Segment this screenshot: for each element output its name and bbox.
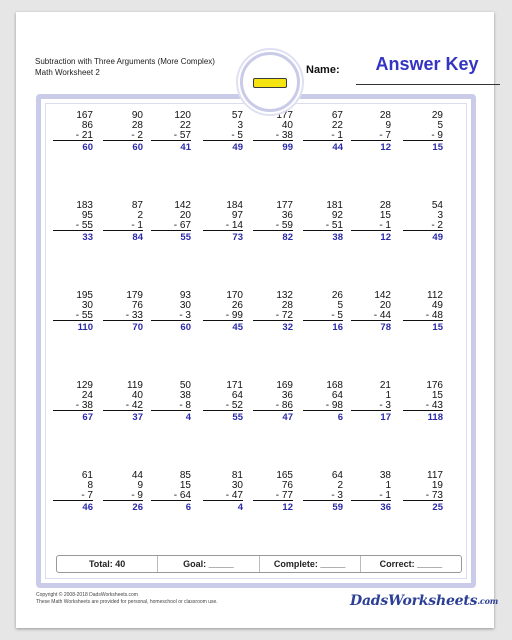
subtrahend-2: - 7 — [53, 491, 93, 501]
subtrahend-1: 30 — [81, 300, 93, 311]
subtrahend-2: - 44 — [351, 311, 391, 321]
subtrahend-1: 19 — [431, 480, 443, 491]
problem — [103, 381, 143, 423]
answer: 4 — [237, 502, 243, 513]
name-line — [356, 84, 500, 85]
subtrahend-2: - 5 — [203, 131, 243, 141]
problem — [53, 201, 93, 243]
subtrahend-2: - 48 — [403, 311, 443, 321]
problem — [303, 111, 343, 153]
subtrahend-2: - 55 — [53, 221, 93, 231]
answer: 44 — [332, 142, 343, 153]
subtrahend-2: - 67 — [151, 221, 191, 231]
answer: 33 — [82, 232, 93, 243]
minuend: 38 — [379, 470, 391, 481]
problem — [253, 291, 293, 333]
answer: 60 — [132, 142, 143, 153]
subtrahend-2: - 59 — [253, 221, 293, 231]
answer: 32 — [282, 322, 293, 333]
answer: 55 — [232, 412, 243, 423]
subtrahend-1: 8 — [87, 480, 93, 491]
problem — [253, 111, 293, 153]
subtrahend-1: 20 — [179, 210, 191, 221]
logo-text: DadsWorksheets — [350, 593, 478, 609]
problem — [303, 291, 343, 333]
subtrahend-1: 15 — [379, 210, 391, 221]
subtrahend-1: 3 — [237, 120, 243, 131]
minuend: 44 — [131, 470, 143, 481]
problem — [403, 381, 443, 423]
problem — [151, 471, 191, 513]
minuend: 184 — [226, 200, 243, 211]
subtrahend-2: - 3 — [303, 491, 343, 501]
answer-key-label: Answer Key — [375, 54, 479, 74]
problem — [253, 471, 293, 513]
minuend: 28 — [379, 200, 391, 211]
subtrahend-1: 38 — [179, 390, 191, 401]
minuend: 57 — [231, 110, 243, 121]
subtrahend-2: - 86 — [253, 401, 293, 411]
subtrahend-2: - 21 — [53, 131, 93, 141]
minuend: 26 — [331, 290, 343, 301]
answer: 45 — [232, 322, 243, 333]
minuend: 93 — [179, 290, 191, 301]
minuend: 179 — [126, 290, 143, 301]
problem — [53, 381, 93, 423]
worksheet-title-block — [35, 56, 215, 78]
dadsworksheets-logo — [350, 593, 498, 609]
subtrahend-1: 5 — [337, 300, 343, 311]
subtrahend-2: - 77 — [253, 491, 293, 501]
problem — [351, 201, 391, 243]
minuend: 54 — [431, 200, 443, 211]
pencil-badge — [240, 52, 300, 112]
subtrahend-1: 64 — [331, 390, 343, 401]
minuend: 132 — [276, 290, 293, 301]
answer: 73 — [232, 232, 243, 243]
answer: 59 — [332, 502, 343, 513]
problems-frame — [36, 94, 476, 588]
subtrahend-2: - 33 — [103, 311, 143, 321]
minuend: 168 — [326, 380, 343, 391]
worksheet-title: Subtraction with Three Arguments (More Complex) — [35, 57, 215, 66]
subtrahend-1: 36 — [281, 390, 293, 401]
answer: 41 — [180, 142, 191, 153]
minuend: 177 — [276, 110, 293, 121]
answer: 99 — [282, 142, 293, 153]
subtrahend-1: 2 — [337, 480, 343, 491]
subtrahend-1: 76 — [281, 480, 293, 491]
subtrahend-1: 3 — [437, 210, 443, 221]
minuend: 181 — [326, 200, 343, 211]
subtrahend-2: - 47 — [203, 491, 243, 501]
complete-cell: Complete: _____ — [260, 556, 361, 572]
subtrahend-2: - 2 — [403, 221, 443, 231]
subtrahend-2: - 51 — [303, 221, 343, 231]
problem — [403, 201, 443, 243]
subtrahend-1: 9 — [385, 120, 391, 131]
answer: 6 — [337, 412, 343, 423]
minuend: 183 — [76, 200, 93, 211]
problem — [403, 111, 443, 153]
problem — [403, 291, 443, 333]
subtrahend-1: 1 — [385, 480, 391, 491]
minuend: 177 — [276, 200, 293, 211]
subtrahend-2: - 1 — [351, 491, 391, 501]
pencil-icon — [253, 78, 287, 88]
subtrahend-1: 64 — [231, 390, 243, 401]
subtrahend-2: - 73 — [403, 491, 443, 501]
subtrahend-1: 95 — [81, 210, 93, 221]
minuend: 165 — [276, 470, 293, 481]
copyright — [36, 592, 218, 606]
subtrahend-1: 92 — [331, 210, 343, 221]
answer: 49 — [432, 232, 443, 243]
minuend: 170 — [226, 290, 243, 301]
subtrahend-1: 49 — [431, 300, 443, 311]
copyright-line-2: These Math Worksheets are provided for personal, homeschool or classroom use. — [36, 599, 218, 605]
problem — [351, 111, 391, 153]
problem — [151, 201, 191, 243]
subtrahend-2: - 98 — [303, 401, 343, 411]
subtrahend-1: 15 — [179, 480, 191, 491]
problem — [203, 381, 243, 423]
answer: 67 — [82, 412, 93, 423]
answer: 84 — [132, 232, 143, 243]
subtrahend-1: 30 — [179, 300, 191, 311]
problem — [303, 381, 343, 423]
minuend: 119 — [127, 380, 143, 391]
minuend: 169 — [276, 380, 293, 391]
worksheet-page — [16, 12, 498, 628]
answer: 49 — [232, 142, 243, 153]
problem — [203, 471, 243, 513]
minuend: 81 — [231, 470, 243, 481]
subtrahend-1: 22 — [179, 120, 191, 131]
subtrahend-2: - 52 — [203, 401, 243, 411]
subtrahend-2: - 7 — [351, 131, 391, 141]
answer: 25 — [432, 502, 443, 513]
minuend: 28 — [379, 110, 391, 121]
subtrahend-1: 24 — [81, 390, 93, 401]
problem — [351, 381, 391, 423]
minuend: 167 — [76, 110, 93, 121]
minuend: 117 — [427, 470, 443, 481]
problem — [351, 471, 391, 513]
problem — [203, 201, 243, 243]
subtrahend-2: - 57 — [151, 131, 191, 141]
answer: 12 — [380, 142, 391, 153]
minuend: 64 — [331, 470, 343, 481]
subtrahend-2: - 9 — [103, 491, 143, 501]
subtrahend-1: 36 — [281, 210, 293, 221]
minuend: 90 — [131, 110, 143, 121]
problem — [203, 291, 243, 333]
subtrahend-2: - 3 — [151, 311, 191, 321]
minuend: 61 — [81, 470, 93, 481]
subtrahend-1: 2 — [137, 210, 143, 221]
subtrahend-1: 15 — [431, 390, 443, 401]
subtrahend-2: - 5 — [303, 311, 343, 321]
problem — [403, 471, 443, 513]
minuend: 142 — [174, 200, 191, 211]
problem — [203, 111, 243, 153]
answer: 47 — [282, 412, 293, 423]
answer: 37 — [132, 412, 143, 423]
subtrahend-1: 26 — [231, 300, 243, 311]
total-cell: Total: 40 — [57, 556, 158, 572]
subtrahend-1: 97 — [231, 210, 243, 221]
subtrahend-2: - 38 — [53, 401, 93, 411]
problem — [103, 471, 143, 513]
correct-cell: Correct: _____ — [379, 559, 443, 569]
minuend: 29 — [431, 110, 443, 121]
answer: 78 — [380, 322, 391, 333]
minuend: 67 — [331, 110, 343, 121]
minuend: 50 — [179, 380, 191, 391]
subtrahend-1: 40 — [131, 390, 143, 401]
problem — [253, 201, 293, 243]
subtrahend-2: - 38 — [253, 131, 293, 141]
minuend: 142 — [374, 290, 391, 301]
minuend: 129 — [76, 380, 93, 391]
copyright-line-1: Copyright © 2008-2018 DadsWorksheets.com — [36, 592, 138, 598]
answer: 110 — [77, 322, 93, 333]
answer: 118 — [427, 412, 443, 423]
subtrahend-2: - 1 — [103, 221, 143, 231]
answer: 60 — [82, 142, 93, 153]
answer: 46 — [82, 502, 93, 513]
answer: 55 — [180, 232, 191, 243]
subtrahend-1: 20 — [379, 300, 391, 311]
subtrahend-1: 9 — [137, 480, 143, 491]
minuend: 21 — [379, 380, 391, 391]
subtrahend-1: 28 — [281, 300, 293, 311]
name-label: Name: — [306, 64, 340, 76]
answer: 15 — [432, 142, 443, 153]
subtrahend-1: 40 — [281, 120, 293, 131]
logo-suffix: .com — [477, 596, 498, 606]
problem — [151, 111, 191, 153]
subtrahend-1: 5 — [437, 120, 443, 131]
minuend: 120 — [174, 110, 191, 121]
answer: 6 — [185, 502, 191, 513]
problem — [303, 471, 343, 513]
subtrahend-2: - 55 — [53, 311, 93, 321]
minuend: 112 — [427, 290, 443, 301]
answer: 26 — [132, 502, 143, 513]
problem — [253, 381, 293, 423]
problem — [53, 291, 93, 333]
subtrahend-2: - 3 — [351, 401, 391, 411]
subtrahend-2: - 9 — [403, 131, 443, 141]
answer: 17 — [380, 412, 391, 423]
problem — [103, 291, 143, 333]
subtrahend-2: - 42 — [103, 401, 143, 411]
subtrahend-1: 76 — [131, 300, 143, 311]
answer: 82 — [282, 232, 293, 243]
subtrahend-2: - 99 — [203, 311, 243, 321]
minuend: 195 — [76, 290, 93, 301]
subtrahend-2: - 1 — [303, 131, 343, 141]
answer: 60 — [180, 322, 191, 333]
subtrahend-1: 28 — [131, 120, 143, 131]
problem — [303, 201, 343, 243]
subtrahend-2: - 43 — [403, 401, 443, 411]
problem — [53, 111, 93, 153]
answer: 12 — [282, 502, 293, 513]
problem — [151, 291, 191, 333]
subtrahend-2: - 72 — [253, 311, 293, 321]
minuend: 85 — [179, 470, 191, 481]
subtrahend-2: - 8 — [151, 401, 191, 411]
subtrahend-2: - 14 — [203, 221, 243, 231]
subtrahend-2: - 64 — [151, 491, 191, 501]
answer: 36 — [380, 502, 391, 513]
answer: 16 — [332, 322, 343, 333]
problem — [53, 471, 93, 513]
score-bar — [56, 555, 462, 573]
subtrahend-1: 1 — [385, 390, 391, 401]
subtrahend-2: - 2 — [103, 131, 143, 141]
problem — [151, 381, 191, 423]
subtrahend-1: 30 — [231, 480, 243, 491]
subtrahend-1: 22 — [331, 120, 343, 131]
problem — [103, 201, 143, 243]
goal-cell: Goal: _____ — [158, 556, 259, 572]
problem — [103, 111, 143, 153]
subtrahend-1: 86 — [81, 120, 93, 131]
subtrahend-2: - 1 — [351, 221, 391, 231]
answer: 4 — [185, 412, 191, 423]
answer: 15 — [432, 322, 443, 333]
answer: 38 — [332, 232, 343, 243]
problem — [351, 291, 391, 333]
answer: 70 — [132, 322, 143, 333]
minuend: 87 — [131, 200, 143, 211]
minuend: 176 — [426, 380, 443, 391]
minuend: 171 — [226, 380, 243, 391]
answer: 12 — [380, 232, 391, 243]
worksheet-subtitle: Math Worksheet 2 — [35, 68, 100, 77]
